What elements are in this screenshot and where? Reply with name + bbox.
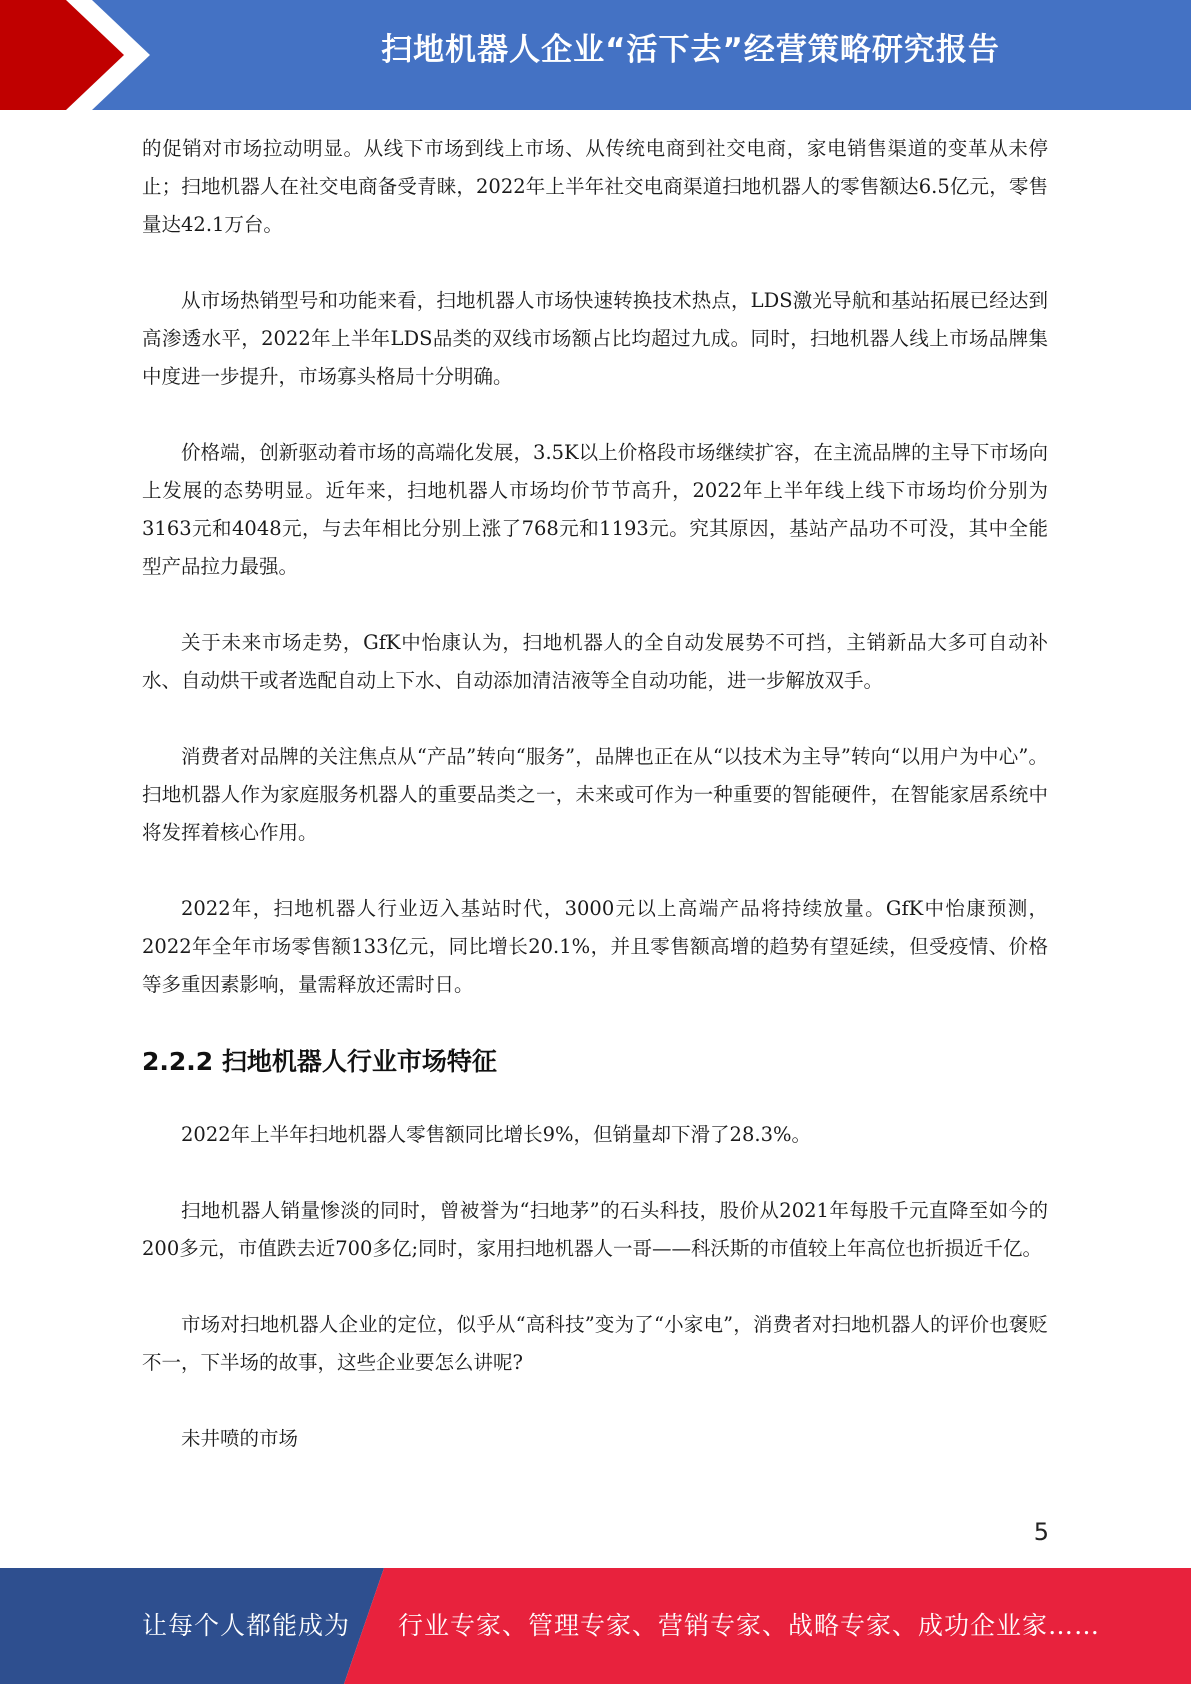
report-title: 扫地机器人企业“活下去”经营策略研究报告 xyxy=(381,32,1000,68)
paragraph: 未井喷的市场 xyxy=(181,1427,299,1450)
header-arrow-decoration xyxy=(0,0,160,110)
footer-slogan-left: 让每个人都能成为 xyxy=(142,1611,351,1640)
paragraph: 价格端，创新驱动着市场的高端化发展，3.5K以上价格段市场继续扩容，在主流品牌的主导下市场向上发展的态势明显。近年来，扫地机器人市场均价节节高升，2022年上半年线上线下市场均价分别为3163元和4048元，与去年相比分别上涨了768元和1193元。究其原因，基站产品功不可没，其中全能型产品拉力最强。 xyxy=(142,441,1048,578)
paragraph: 扫地机器人销量惨淡的同时，曾被誉为“扫地茅”的石头科技，股价从2021年每股千元直降至如今的200多元，市值跌去近700多亿;同时，家用扫地机器人一哥——科沃斯的市值较上年高位也折损近千亿。 xyxy=(142,1199,1048,1260)
paragraph: 2022年，扫地机器人行业迈入基站时代，3000元以上高端产品将持续放量。GfK中怡康预测，2022年全年市场零售额133亿元，同比增长20.1%，并且零售额高增的趋势有望延续，但受疫情、价格等多重因素影响，量需释放还需时日。 xyxy=(142,897,1048,996)
paragraph: 关于未来市场走势，GfK中怡康认为，扫地机器人的全自动发展势不可挡，主销新品大多可自动补水、自动烘干或者选配自动上下水、自动添加清洁液等全自动功能，进一步解放双手。 xyxy=(142,631,1048,692)
paragraph: 2022年上半年扫地机器人零售额同比增长9%，但销量却下滑了28.3%。 xyxy=(181,1123,812,1146)
main-content xyxy=(142,130,1048,1496)
page-number: 5 xyxy=(1033,1518,1049,1546)
paragraph: 消费者对品牌的关注焦点从“产品”转向“服务”，品牌也正在从“以技术为主导”转向“以用户为中心”。扫地机器人作为家庭服务机器人的重要品类之一，未来或可作为一种重要的智能硬件，在智能家居系统中将发挥着核心作用。 xyxy=(142,745,1048,844)
paragraph: 的促销对市场拉动明显。从线下市场到线上市场、从传统电商到社交电商，家电销售渠道的变革从未停止；扫地机器人在社交电商备受青睐，2022年上半年社交电商渠道扫地机器人的零售额达6.5亿元，零售量达42.1万台。 xyxy=(142,137,1048,236)
paragraph: 市场对扫地机器人企业的定位，似乎从“高科技”变为了“小家电”，消费者对扫地机器人的评价也褒贬不一，下半场的故事，这些企业要怎么讲呢? xyxy=(142,1313,1048,1374)
paragraph: 从市场热销型号和功能来看，扫地机器人市场快速转换技术热点，LDS激光导航和基站拓展已经达到高渗透水平，2022年上半年LDS品类的双线市场额占比均超过九成。同时，扫地机器人线上市场品牌集中度进一步提升，市场寡头格局十分明确。 xyxy=(142,289,1048,388)
section-heading: 2.2.2 扫地机器人行业市场特征 xyxy=(142,1047,497,1076)
footer-slogan-right: 行业专家、管理专家、营销专家、战略专家、成功企业家…… xyxy=(398,1611,1101,1640)
page-header xyxy=(0,0,1191,110)
page-footer xyxy=(0,1568,1191,1684)
